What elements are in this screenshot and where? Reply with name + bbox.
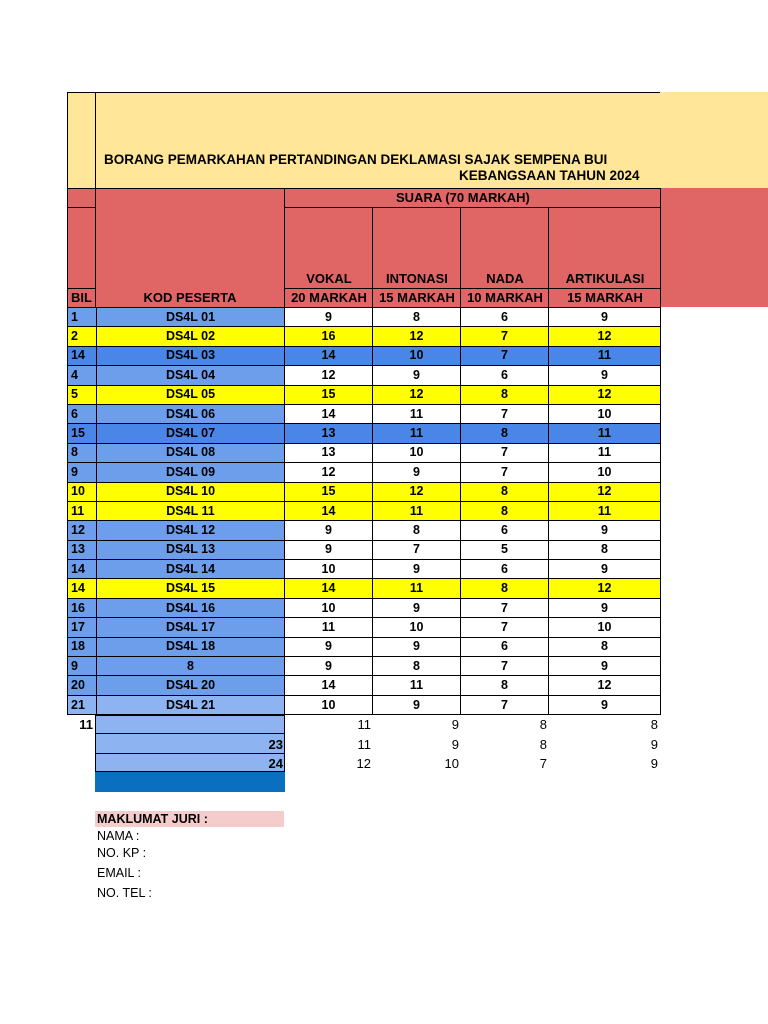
- row-vokal: 14: [285, 501, 373, 520]
- row-vokal: 9: [285, 540, 373, 559]
- row-kod-peserta: 8: [97, 657, 285, 676]
- row-bil: 11: [68, 501, 97, 520]
- row-intonasi: 9: [373, 637, 461, 656]
- row-bil: 1: [68, 308, 97, 327]
- row-bil: 15: [68, 424, 97, 443]
- row-kod-peserta: DS4L 05: [97, 385, 285, 404]
- row-vokal: 13: [285, 443, 373, 462]
- extra-artikulasi: 8: [650, 717, 658, 732]
- juri-kp-label: NO. KP :: [97, 846, 147, 860]
- row-nada: 8: [461, 424, 549, 443]
- row-nada: 6: [461, 560, 549, 579]
- table-row: [68, 424, 661, 443]
- row-kod-peserta: DS4L 12: [97, 521, 285, 540]
- row-nada: 6: [461, 637, 549, 656]
- row-vokal: 9: [285, 657, 373, 676]
- extra-artikulasi: 9: [650, 737, 658, 752]
- table-row: [68, 308, 661, 327]
- row-nada: 7: [461, 346, 549, 365]
- row-intonasi: 11: [373, 501, 461, 520]
- row-intonasi: 8: [373, 657, 461, 676]
- header-artikulasi-marks: 15 MARKAH: [567, 290, 643, 305]
- header-bil: BIL: [71, 290, 92, 305]
- dark-blue-bar: [95, 772, 285, 792]
- row-intonasi: 8: [373, 521, 461, 540]
- extra-intonasi: 9: [451, 717, 459, 732]
- extra-intonasi: 9: [451, 737, 459, 752]
- row-bil: 6: [68, 404, 97, 423]
- row-intonasi: 12: [373, 385, 461, 404]
- row-nada: 6: [461, 366, 549, 385]
- row-kod-peserta: DS4L 13: [97, 540, 285, 559]
- header-intonasi: INTONASI: [386, 271, 448, 286]
- row-nada: 7: [461, 598, 549, 617]
- row-intonasi: 9: [373, 598, 461, 617]
- extra-nada: 8: [539, 717, 547, 732]
- row-artikulasi: 12: [549, 327, 661, 346]
- extra-row-1: [67, 715, 667, 734]
- row-nada: 8: [461, 482, 549, 501]
- extra-nada: 7: [539, 756, 547, 771]
- score-table-body: [68, 308, 661, 715]
- table-row: [68, 598, 661, 617]
- row-kod-peserta: DS4L 02: [97, 327, 285, 346]
- row-artikulasi: 10: [549, 618, 661, 637]
- extra-vokal: 11: [357, 717, 371, 732]
- row-vokal: 12: [285, 366, 373, 385]
- row-bil: 21: [68, 695, 97, 714]
- row-vokal: 15: [285, 385, 373, 404]
- table-row: [68, 540, 661, 559]
- juri-heading: MAKLUMAT JURI :: [95, 811, 284, 827]
- row-vokal: 14: [285, 579, 373, 598]
- row-kod-peserta: DS4L 08: [97, 443, 285, 462]
- row-nada: 8: [461, 501, 549, 520]
- row-artikulasi: 11: [549, 501, 661, 520]
- juri-email-label: EMAIL :: [97, 866, 141, 880]
- row-intonasi: 12: [373, 482, 461, 501]
- header-group-suara: SUARA (70 MARKAH): [396, 190, 530, 205]
- table-row: [68, 404, 661, 423]
- header-hline-bil-top: [67, 207, 96, 208]
- row-kod-peserta: DS4L 03: [97, 346, 285, 365]
- row-intonasi: 9: [373, 695, 461, 714]
- row-bil: 2: [68, 327, 97, 346]
- extra-kod: 23: [268, 737, 283, 752]
- page-title-line2: KEBANGSAAN TAHUN 2024: [459, 168, 640, 183]
- extra-kod: 24: [268, 756, 283, 771]
- row-kod-peserta: DS4L 10: [97, 482, 285, 501]
- extra-vokal: 11: [357, 737, 371, 752]
- row-bil: 12: [68, 521, 97, 540]
- table-row: [68, 443, 661, 462]
- row-nada: 7: [461, 327, 549, 346]
- row-kod-peserta: DS4L 09: [97, 463, 285, 482]
- row-artikulasi: 9: [549, 695, 661, 714]
- row-nada: 7: [461, 695, 549, 714]
- row-artikulasi: 12: [549, 579, 661, 598]
- row-bil: 14: [68, 579, 97, 598]
- row-bil: 13: [68, 540, 97, 559]
- row-intonasi: 8: [373, 308, 461, 327]
- table-row: [68, 618, 661, 637]
- header-nada-marks: 10 MARKAH: [467, 290, 543, 305]
- header-artikulasi: ARTIKULASI: [565, 271, 645, 286]
- row-intonasi: 9: [373, 366, 461, 385]
- extra-nada: 8: [539, 737, 547, 752]
- row-vokal: 16: [285, 327, 373, 346]
- row-kod-peserta: DS4L 07: [97, 424, 285, 443]
- row-kod-peserta: DS4L 01: [97, 308, 285, 327]
- table-row: [68, 560, 661, 579]
- header-nada: NADA: [486, 271, 524, 286]
- extra-intonasi: 10: [444, 756, 459, 771]
- row-artikulasi: 12: [549, 385, 661, 404]
- row-artikulasi: 9: [549, 521, 661, 540]
- table-row: [68, 346, 661, 365]
- row-intonasi: 9: [373, 463, 461, 482]
- row-nada: 8: [461, 676, 549, 695]
- row-vokal: 9: [285, 637, 373, 656]
- row-nada: 8: [461, 579, 549, 598]
- row-vokal: 10: [285, 598, 373, 617]
- row-nada: 7: [461, 463, 549, 482]
- row-intonasi: 12: [373, 327, 461, 346]
- row-artikulasi: 9: [549, 308, 661, 327]
- row-nada: 7: [461, 657, 549, 676]
- row-artikulasi: 10: [549, 404, 661, 423]
- row-kod-peserta: DS4L 15: [97, 579, 285, 598]
- juri-tel-label: NO. TEL :: [97, 886, 152, 900]
- row-vokal: 12: [285, 463, 373, 482]
- row-bil: 20: [68, 676, 97, 695]
- row-vokal: 10: [285, 560, 373, 579]
- header-hline-group: [284, 207, 661, 208]
- row-artikulasi: 11: [549, 443, 661, 462]
- row-kod-peserta: DS4L 18: [97, 637, 285, 656]
- row-bil: 5: [68, 385, 97, 404]
- row-bil: 4: [68, 366, 97, 385]
- row-kod-peserta: DS4L 17: [97, 618, 285, 637]
- row-intonasi: 11: [373, 404, 461, 423]
- row-bil: 10: [68, 482, 97, 501]
- row-vokal: 9: [285, 521, 373, 540]
- title-bil-divider: [95, 92, 96, 188]
- table-row: [68, 463, 661, 482]
- row-artikulasi: 9: [549, 598, 661, 617]
- table-row: [68, 521, 661, 540]
- row-bil: 17: [68, 618, 97, 637]
- row-artikulasi: 9: [549, 560, 661, 579]
- row-artikulasi: 10: [549, 463, 661, 482]
- row-intonasi: 11: [373, 579, 461, 598]
- row-kod-peserta: DS4L 14: [97, 560, 285, 579]
- row-artikulasi: 8: [549, 637, 661, 656]
- row-nada: 7: [461, 404, 549, 423]
- row-artikulasi: 9: [549, 366, 661, 385]
- row-intonasi: 10: [373, 346, 461, 365]
- row-nada: 8: [461, 385, 549, 404]
- table-row: [68, 482, 661, 501]
- row-kod-peserta: DS4L 21: [97, 695, 285, 714]
- row-intonasi: 7: [373, 540, 461, 559]
- row-artikulasi: 11: [549, 424, 661, 443]
- table-row: [68, 695, 661, 714]
- row-intonasi: 11: [373, 424, 461, 443]
- row-bil: 18: [68, 637, 97, 656]
- row-nada: 6: [461, 521, 549, 540]
- row-vokal: 14: [285, 346, 373, 365]
- table-row: [68, 657, 661, 676]
- row-artikulasi: 8: [549, 540, 661, 559]
- table-row: [68, 501, 661, 520]
- extra-row-2: [67, 735, 667, 754]
- row-nada: 7: [461, 443, 549, 462]
- row-bil: 9: [68, 657, 97, 676]
- row-intonasi: 10: [373, 443, 461, 462]
- row-nada: 6: [461, 308, 549, 327]
- table-row: [68, 579, 661, 598]
- row-kod-peserta: DS4L 11: [97, 501, 285, 520]
- row-bil: 16: [68, 598, 97, 617]
- row-vokal: 9: [285, 308, 373, 327]
- row-vokal: 10: [285, 695, 373, 714]
- row-bil: 8: [68, 443, 97, 462]
- header-kod-peserta: KOD PESERTA: [143, 290, 237, 305]
- row-kod-peserta: DS4L 04: [97, 366, 285, 385]
- row-kod-peserta: DS4L 20: [97, 676, 285, 695]
- row-vokal: 15: [285, 482, 373, 501]
- row-vokal: 14: [285, 676, 373, 695]
- extra-row-3: [67, 754, 667, 773]
- row-vokal: 11: [285, 618, 373, 637]
- header-vokal-marks: 20 MARKAH: [291, 290, 367, 305]
- row-intonasi: 9: [373, 560, 461, 579]
- row-nada: 5: [461, 540, 549, 559]
- extra-bil: 11: [79, 717, 93, 732]
- score-table: [67, 307, 661, 715]
- row-bil: 14: [68, 560, 97, 579]
- row-bil: 9: [68, 463, 97, 482]
- row-kod-peserta: DS4L 16: [97, 598, 285, 617]
- table-row: [68, 637, 661, 656]
- table-row: [68, 385, 661, 404]
- row-artikulasi: 12: [549, 676, 661, 695]
- table-row: [68, 327, 661, 346]
- header-intonasi-marks: 15 MARKAH: [379, 290, 455, 305]
- row-intonasi: 11: [373, 676, 461, 695]
- juri-nama-label: NAMA :: [97, 829, 140, 843]
- extra-vokal: 12: [356, 756, 371, 771]
- row-vokal: 13: [285, 424, 373, 443]
- row-vokal: 14: [285, 404, 373, 423]
- page-title-line1: BORANG PEMARKAHAN PERTANDINGAN DEKLAMASI SAJAK SEMPENA BUI: [104, 152, 608, 167]
- table-row: [68, 676, 661, 695]
- row-artikulasi: 11: [549, 346, 661, 365]
- extra-rows: [67, 715, 667, 795]
- extra-artikulasi: 9: [650, 756, 658, 771]
- table-row: [68, 366, 661, 385]
- row-bil: 14: [68, 346, 97, 365]
- header-vokal: VOKAL: [306, 271, 352, 286]
- row-kod-peserta: DS4L 06: [97, 404, 285, 423]
- row-artikulasi: 12: [549, 482, 661, 501]
- row-intonasi: 10: [373, 618, 461, 637]
- row-artikulasi: 9: [549, 657, 661, 676]
- row-nada: 7: [461, 618, 549, 637]
